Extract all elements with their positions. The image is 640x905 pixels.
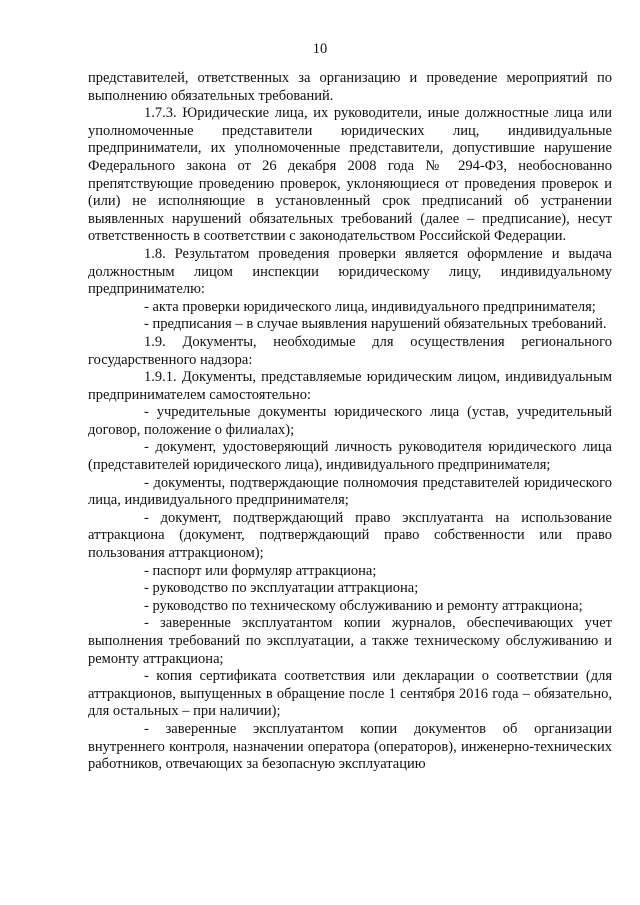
document-body	[88, 70, 612, 774]
list-item-passport: - паспорт или формуляр аттракциона;	[144, 562, 377, 579]
list-item-usage-right: - документ, подтверждающий право эксплуатанта на использование аттракциона (документ, подтверждающий право собственности или право пользования аттракционом);	[88, 509, 612, 562]
paragraph-continuation: представителей, ответственных за организацию и проведение мероприятий по выполнению обязательных требований.	[88, 70, 612, 104]
list-item-authority-docs: - документы, подтверждающие полномочия представителей юридического лица, индивидуального предпринимателя;	[88, 474, 612, 509]
paragraph-1-7-3: 1.7.3. Юридические лица, их руководители, иные должностные лица или уполномоченные представители юридических лиц, индивидуальные предприниматели, их уполномоченные представители, допустившие нарушение Федерального закона от 26 декабря 2008 года № 294-ФЗ, необоснованно препятствующие проведению проверок, уклоняющиеся от проведения проверок и (или) не исполняющие в установленный срок предписаний об устранении выявленных нарушений обязательных требований (далее – предписание), несут ответственность в соответствии с законодательством Российской Федерации.	[88, 105, 612, 245]
list-item-identity-doc: - документ, удостоверяющий личность руководителя юридического лица (представителей юридического лица), индивидуального предпринимателя;	[88, 439, 612, 474]
paragraph-1-9-1: 1.9.1. Документы, представляемые юридическим лицом, индивидуальным предпринимателем самостоятельно:	[88, 369, 612, 403]
list-item-act: - акта проверки юридического лица, индивидуального предпринимателя;	[144, 298, 596, 315]
list-item-order: - предписания – в случае выявления нарушений обязательных требований.	[144, 316, 607, 333]
list-item-certificate: - копия сертификата соответствия или декларации о соответствии (для аттракционов, выпущенных в обращение после 1 сентября 2016 года – обязательно, для остальных – при наличии);	[88, 668, 612, 720]
list-item-founding-docs: - учредительные документы юридического лица (устав, учредительный договор, положение о филиалах);	[88, 404, 612, 438]
paragraph-1-8: 1.8. Результатом проведения проверки является оформление и выдача должностным лицом инспекции юридическому лицу, индивидуальному предпринимателю:	[88, 245, 612, 298]
list-item-journal-copies: - заверенные эксплуатантом копии журналов, обеспечивающих учет выполнения требований по эксплуатации, а также техническому обслуживанию и ремонту аттракциона;	[88, 615, 612, 667]
list-item-operation-manual: - руководство по эксплуатации аттракциона;	[144, 580, 419, 597]
paragraph-1-9: 1.9. Документы, необходимые для осуществления регионального государственного надзора:	[88, 333, 612, 368]
list-item-maintenance-manual: - руководство по техническому обслуживанию и ремонту аттракциона;	[144, 597, 583, 614]
list-item-internal-control: - заверенные эксплуатантом копии документов об организации внутреннего контроля, назначении оператора (операторов), инженерно-технических работников, отвечающих за безопасную эксплуатацию	[88, 720, 612, 773]
page-number: 10	[312, 41, 328, 57]
